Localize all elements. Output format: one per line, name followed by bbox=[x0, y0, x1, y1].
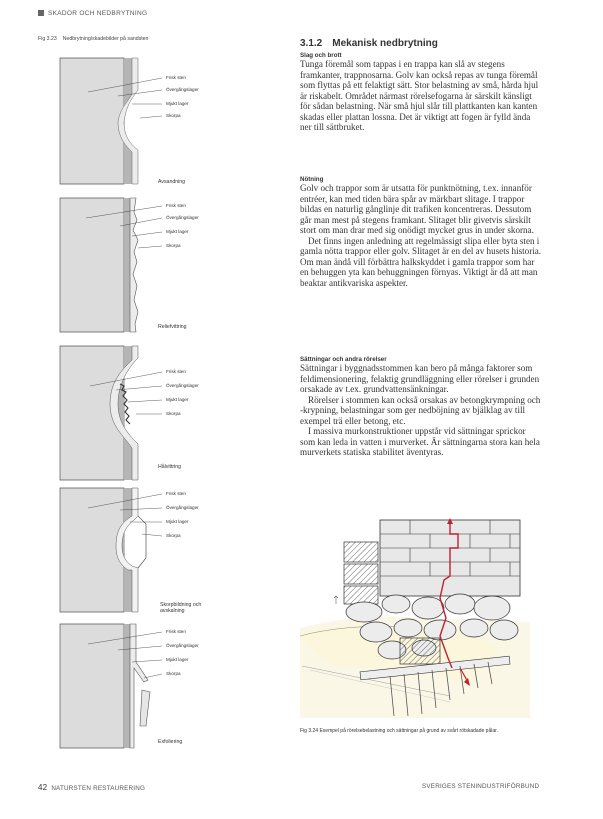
label-frisk-sten: Frisk sten bbox=[166, 75, 186, 80]
label-overgangslager: Övergångslager bbox=[166, 383, 199, 388]
label-mjukt-lager: Mjukt lager bbox=[166, 101, 189, 106]
paragraph: Det finns ingen anledning att regelmässigt slipa eller byta sten i gamla nötta trappor eller golv. Slitaget är en del av husets historia. Om man ändå vill förbättra halkskyddet i gamla trappor som har en behuggen yta kan behuggningen förnyas. Viktigt är då att man beaktar antikvariska aspekter. bbox=[300, 235, 542, 288]
stage-caption: Skorpbildning och avskalning bbox=[160, 602, 202, 614]
label-skorpa: Skorpa bbox=[166, 411, 181, 416]
label-skorpa: Skorpa bbox=[166, 533, 181, 538]
section-title-text: Mekanisk nedbrytning bbox=[332, 38, 438, 49]
page-number: 42 bbox=[38, 783, 48, 792]
label-overgangslager: Övergångslager bbox=[166, 215, 199, 220]
label-frisk-sten: Frisk sten bbox=[166, 491, 186, 496]
figure-right-caption: Fig 3.24 Exempel på rörelsebelastning och sättningar på grund av svårt rötskadade pålar. bbox=[300, 728, 498, 734]
label-mjukt-lager: Mjukt lager bbox=[166, 519, 189, 524]
label-overgangslager: Övergångslager bbox=[166, 505, 199, 510]
figure-left-caption bbox=[38, 36, 148, 42]
footer-publisher: SVERIGES STENINDUSTRIFÖRBUND bbox=[422, 783, 540, 790]
sandstone-section-diagram bbox=[58, 56, 218, 186]
label-mjukt-lager: Mjukt lager bbox=[166, 657, 189, 662]
stage-caption: Avsandning bbox=[158, 179, 186, 185]
stage-caption: Exfoliering bbox=[158, 739, 183, 745]
subheading: Slag och brott bbox=[300, 52, 342, 59]
label-skorpa: Skorpa bbox=[166, 113, 181, 118]
paragraph: Sättningar i byggnadsstommen kan bero på många faktorer som feldimensionering, felaktig grundläggning eller rörelser i grunden orsakade av t.ex. grundvattensänkningar. bbox=[300, 363, 540, 395]
label-skorpa: Skorpa bbox=[166, 671, 181, 676]
sandstone-section-diagram bbox=[58, 344, 218, 484]
figure-number: Fig 3.23 bbox=[38, 36, 57, 42]
header-section: SKADOR OCH NEDBRYTNING bbox=[48, 10, 148, 17]
text-block-sattningar bbox=[300, 356, 542, 458]
foundation-settlement-illustration bbox=[300, 518, 530, 718]
footer-left bbox=[38, 783, 145, 792]
label-frisk-sten: Frisk sten bbox=[166, 203, 186, 208]
sandstone-section-diagram bbox=[58, 622, 218, 752]
header-square-icon bbox=[38, 10, 44, 16]
paragraph: Golv och trappor som är utsatta för punktnötning, t.ex. innanför entréer, kan med tiden bära spår av märkbart slitage. I trappor bildas en naturlig gånglinje dit trafiken koncentreras. Dessutom går man mest på stegens framkant. Slitaget blir givetvis särskilt stort om man drar med sig onödigt mycket grus in under skorna. bbox=[300, 183, 534, 236]
label-overgangslager: Övergångslager bbox=[166, 87, 199, 92]
label-skorpa: Skorpa bbox=[166, 243, 181, 248]
footer-publication: NATURSTEN RESTAURERING bbox=[51, 785, 146, 792]
paragraph: Rörelser i stommen kan också orsakas av betongkrympning och -krypning, belastningar som ger nedböjning av bjälklag av till exempel trä eller betong, etc. bbox=[300, 394, 541, 426]
running-header bbox=[38, 10, 147, 17]
paragraph: I massiva murkonstruktioner uppstår vid sättningar sprickor som kan leda in vatten i murverket. Är sättningarna stora kan hela murverkets statiska stabilitet äventyras. bbox=[300, 426, 540, 458]
figure-caption-text: Nedbrytning/skadebilder på sandsten bbox=[62, 36, 149, 42]
subheading: Nötning bbox=[300, 176, 324, 183]
weathering-stage-4 bbox=[58, 486, 218, 616]
label-frisk-sten: Frisk sten bbox=[166, 369, 186, 374]
subheading: Sättningar och andra rörelser bbox=[300, 356, 387, 363]
section-number: 3.1.2 bbox=[300, 38, 323, 49]
weathering-stage-1 bbox=[58, 56, 218, 186]
label-mjukt-lager: Mjukt lager bbox=[166, 397, 189, 402]
text-block-slag bbox=[300, 52, 542, 133]
text-block-notning bbox=[300, 176, 542, 288]
section-title bbox=[300, 38, 448, 49]
weathering-stage-3 bbox=[58, 344, 218, 484]
stage-caption: Reliefvittring bbox=[158, 324, 187, 330]
paragraph: Tunga föremål som tappas i en trappa kan slå av stegens framkanter, trappnosarna. Golv kan också repas av tunga föremål som flyttas på ett felaktigt sätt. Stor belastning av små, hårda hjul är riskabelt. Området närmast rörelsefogarna är särskilt känsligt för sådan belastning. När små hjul slår till plattkanten kan kanten skadas eller plattan lossna. Det är viktigt att fogen är fylld ända ner till sättbruket. bbox=[300, 59, 539, 133]
weathering-stage-2 bbox=[58, 196, 218, 336]
weathering-stage-5 bbox=[58, 622, 218, 752]
label-overgangslager: Övergångslager bbox=[166, 643, 199, 648]
label-frisk-sten: Frisk sten bbox=[166, 629, 186, 634]
label-mjukt-lager: Mjukt lager bbox=[166, 229, 189, 234]
stage-caption: Hålvittring bbox=[158, 464, 182, 470]
